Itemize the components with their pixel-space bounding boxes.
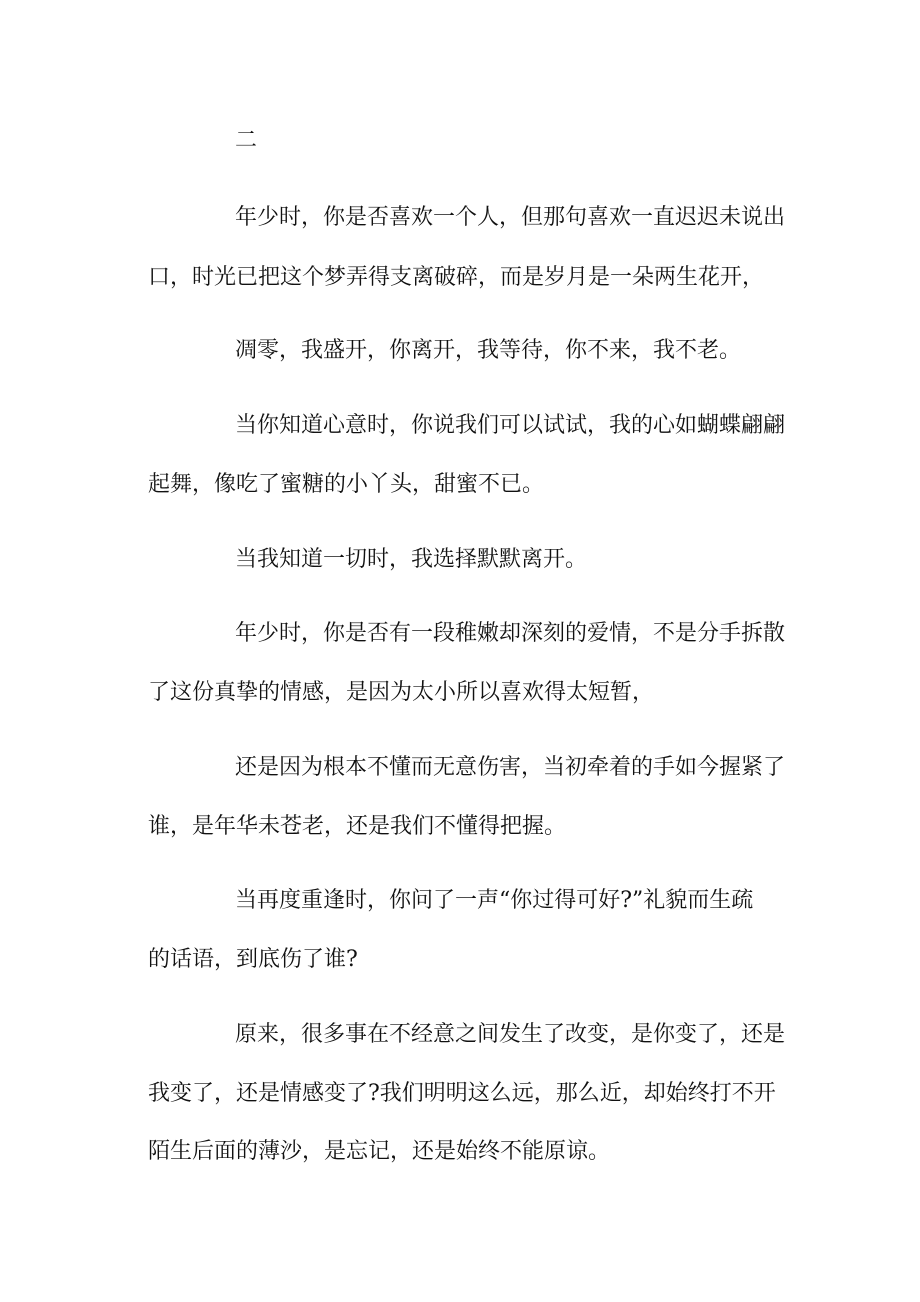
- section-heading: 二: [235, 128, 258, 153]
- paragraph-1-line-1: 年少时，你是否喜欢一个人，但那句喜欢一直迟迟未说出: [235, 205, 786, 230]
- paragraph-3-line-1: 当你知道心意时，你说我们可以试试，我的心如蝴蝶翩翩: [235, 413, 786, 438]
- paragraph-8-line-2: 我变了，还是情感变了?我们明明这么远，那么近，却始终打不开: [148, 1081, 776, 1106]
- paragraph-6-line-1: 还是因为根本不懂而无意伤害，当初牵着的手如今握紧了: [235, 755, 786, 780]
- paragraph-1-line-2: 口，时光已把这个梦弄得支离破碎，而是岁月是一朵两生花开，: [148, 265, 765, 290]
- paragraph-6-line-2: 谁，是年华未苍老，还是我们不懂得把握。: [148, 814, 567, 839]
- paragraph-8-line-1: 原来，很多事在不经意之间发生了改变，是你变了，还是: [235, 1022, 786, 1047]
- paragraph-8-line-3: 陌生后面的薄沙，是忘记，还是始终不能原谅。: [148, 1139, 611, 1164]
- paragraph-7-line-1: 当再度重逢时，你问了一声“你过得可好?”礼貌而生疏: [235, 888, 754, 913]
- paragraph-5-line-1: 年少时，你是否有一段稚嫩却深刻的爱情，不是分手拆散: [235, 621, 786, 646]
- paragraph-4-line-1: 当我知道一切时，我选择默默离开。: [235, 547, 588, 572]
- paragraph-3-line-2: 起舞，像吃了蜜糖的小丫头，甜蜜不已。: [148, 472, 545, 497]
- paragraph-2-line-1: 凋零，我盛开，你离开，我等待，你不来，我不老。: [235, 338, 742, 363]
- paragraph-5-line-2: 了这份真挚的情感，是因为太小所以喜欢得太短暂，: [148, 680, 655, 705]
- paragraph-7-line-2: 的话语，到底伤了谁?: [148, 947, 358, 972]
